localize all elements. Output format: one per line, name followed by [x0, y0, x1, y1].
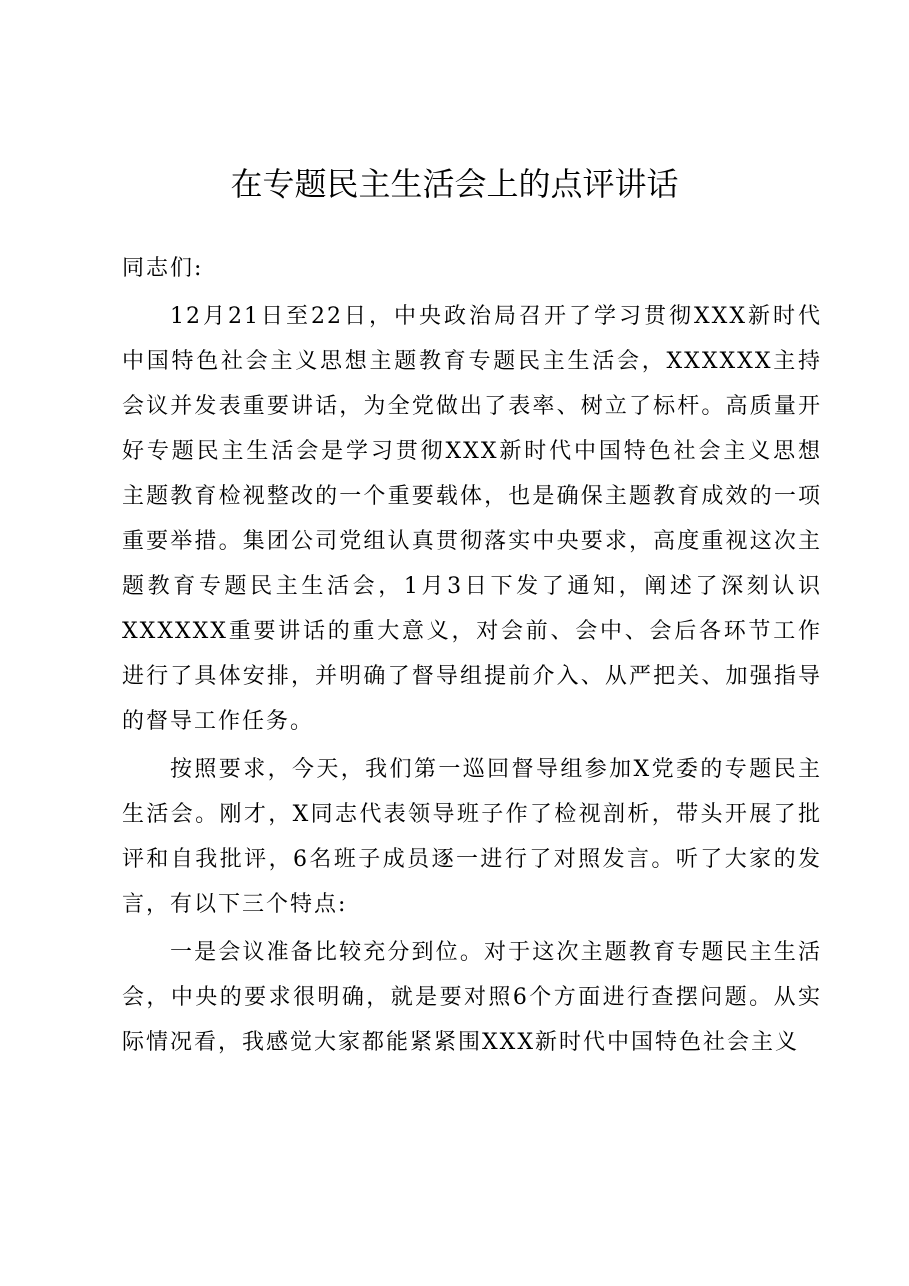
paragraph-2: 按照要求，今天，我们第一巡回督导组参加X党委的专题民主生活会。刚才，X同志代表领导班子作了检视剖析，带头开展了批评和自我批评，6名班子成员逐一进行了对照发言。听了大家的发言，有以下三个特点: — [122, 757, 822, 917]
document-title: 在专题民主生活会上的点评讲话 — [230, 165, 679, 203]
paragraph-3: 一是会议准备比较充分到位。对于这次主题教育专题民主生活会，中央的要求很明确，就是要对照6个方面进行查摆问题。从实际情况看，我感觉大家都能紧紧围XXX新时代中国特色社会主义 — [122, 940, 822, 1055]
document-body — [122, 246, 822, 1068]
salutation: 同志们: — [122, 256, 204, 281]
paragraph-1: 12月21日至22日，中央政治局召开了学习贯彻XXX新时代中国特色社会主义思想主题教育专题民主生活会，XXXXXX主持会议并发表重要讲话，为全党做出了表率、树立了标杆。高质量开好专题民主生活会是学习贯彻XXX新时代中国特色社会主义思想主题教育检视整改的一个重要载体，也是确保主题教育成效的一项重要举措。集团公司党组认真贯彻落实中央要求，高度重视这次主题教育专题民主生活会，1月3日下发了通知，阐述了深刻认识XXXXXX重要讲话的重大意义，对会前、会中、会后各环节工作进行了具体安排，并明确了督导组提前介入、从严把关、加强指导的督导工作任务。 — [122, 304, 822, 734]
